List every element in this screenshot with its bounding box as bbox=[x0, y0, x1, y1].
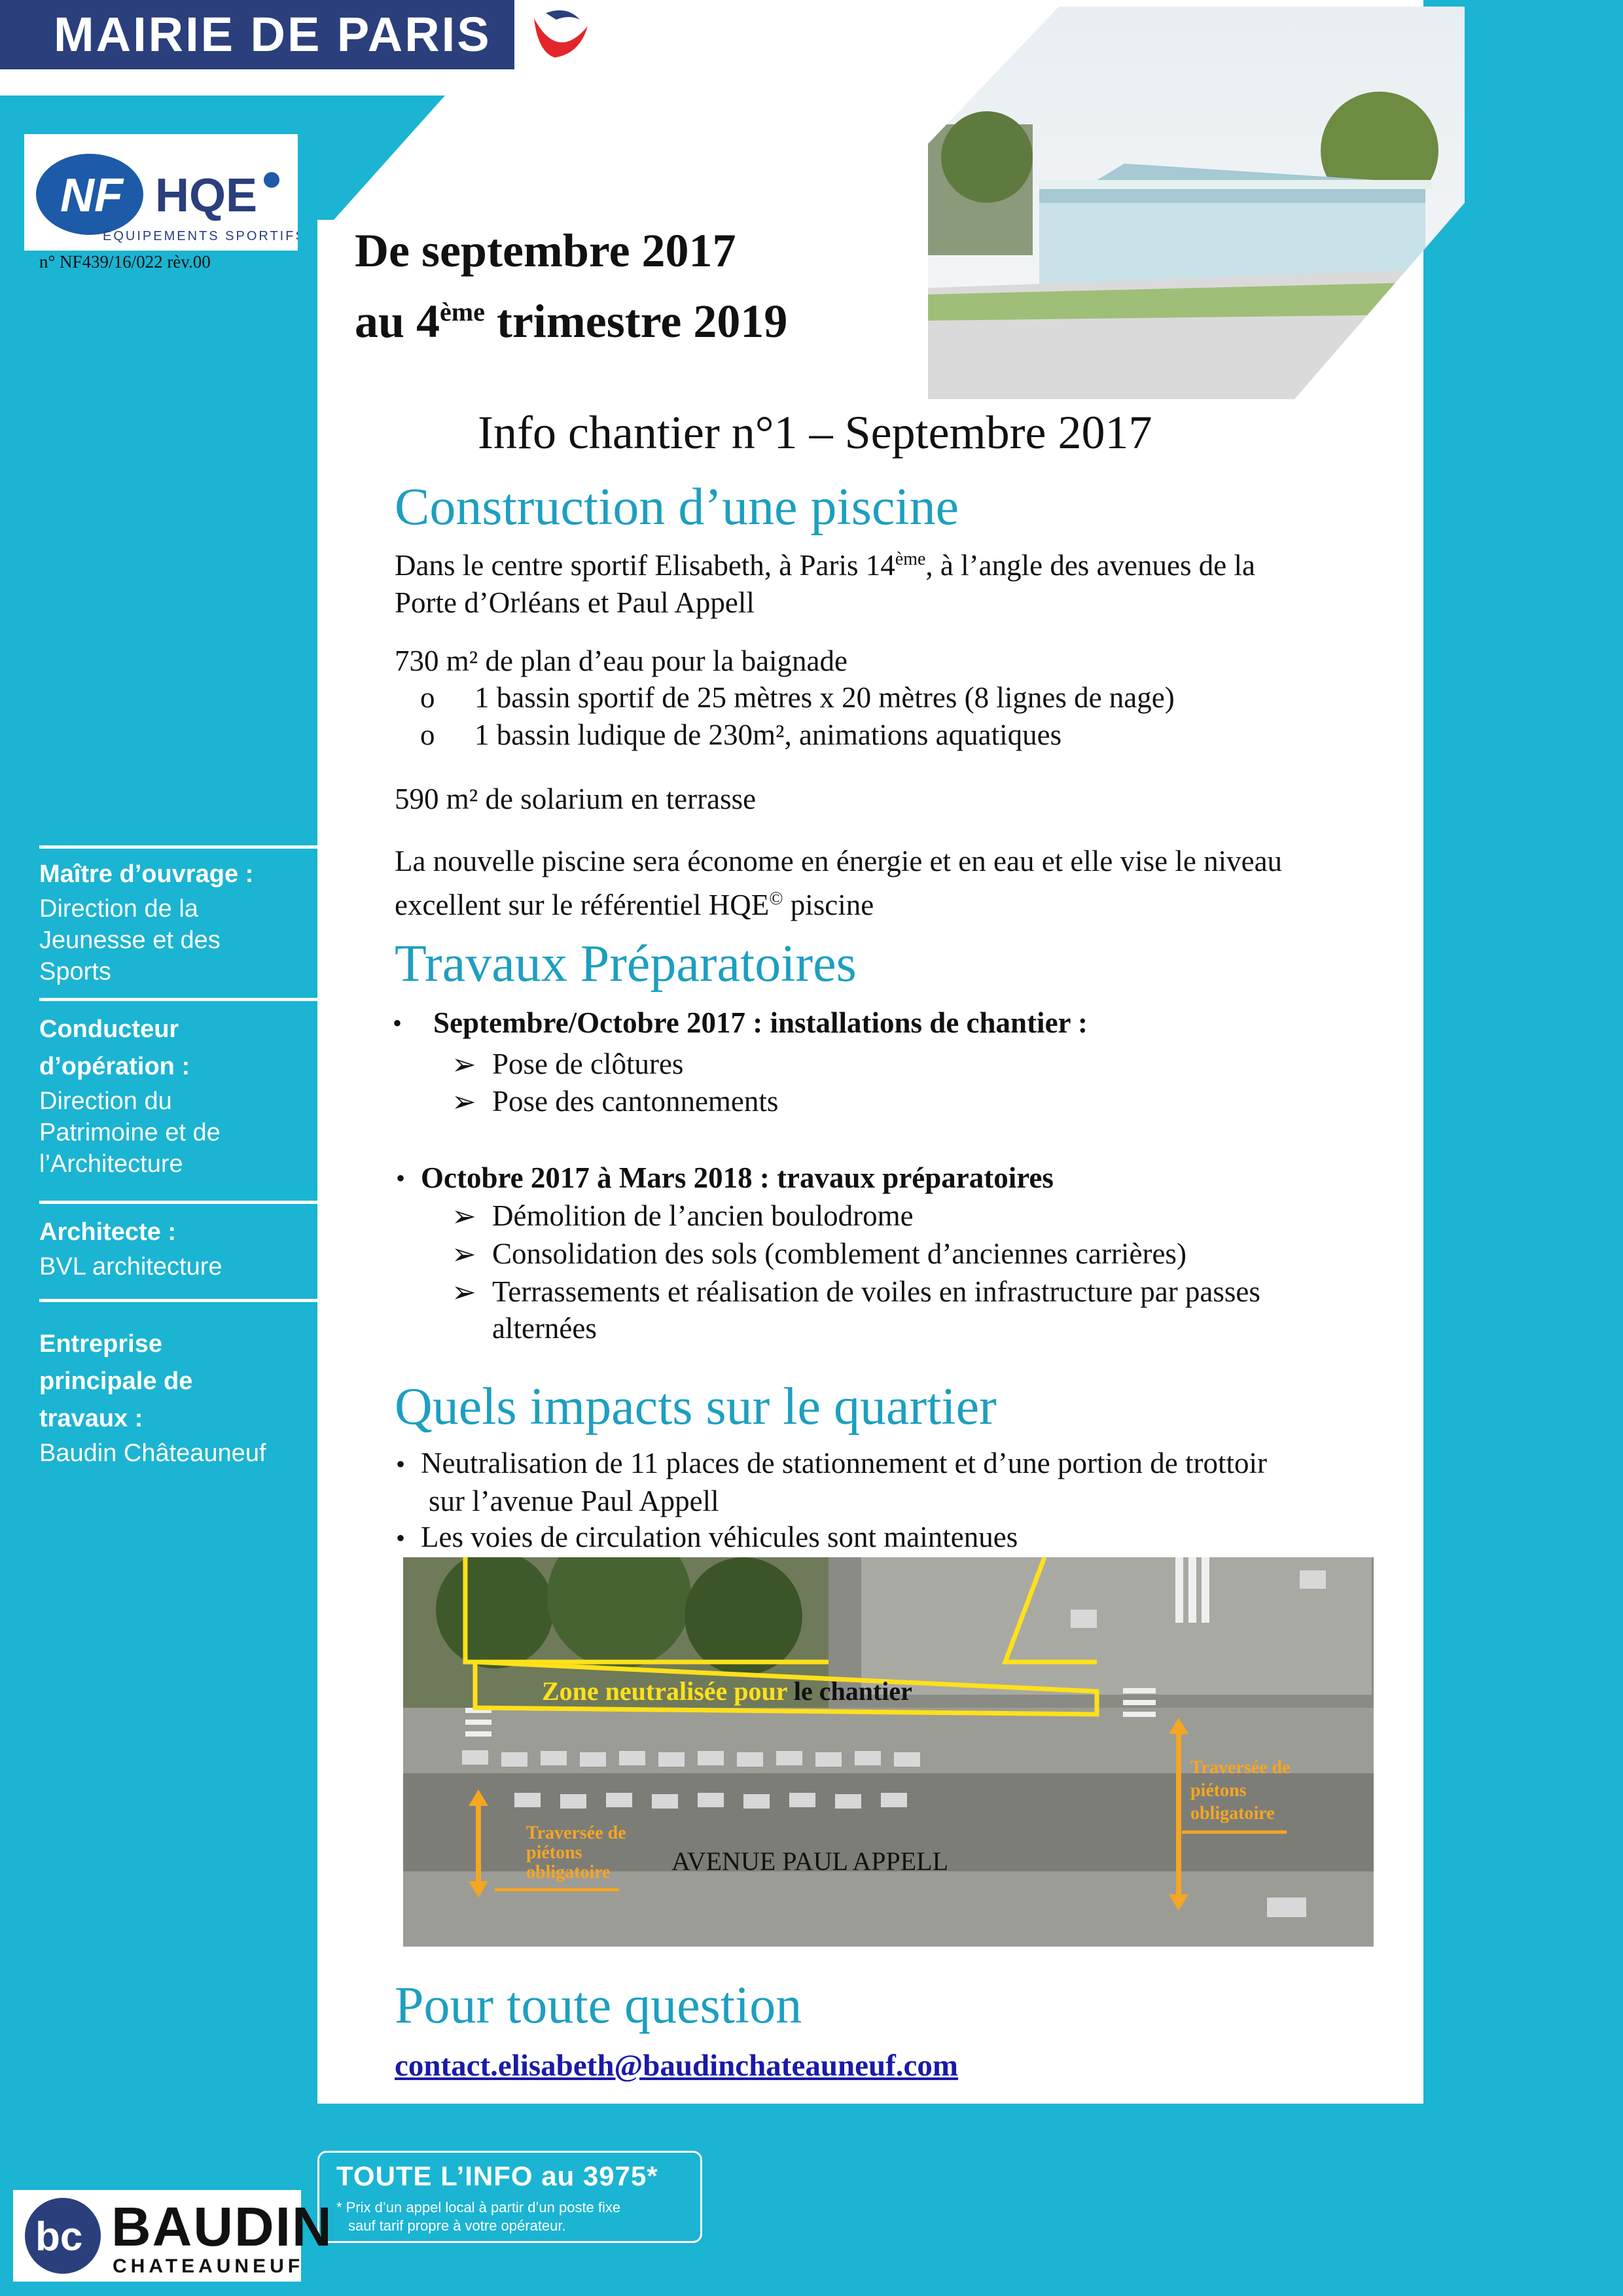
contact-email-link[interactable]: contact.elisabeth@baudinchateauneuf.com bbox=[395, 2049, 959, 2083]
info-3975-box bbox=[317, 2151, 702, 2243]
sidebar-divider bbox=[39, 1201, 317, 1204]
sidebar-divider bbox=[39, 998, 317, 1001]
phase-2-item-arrow: ➢ bbox=[452, 1200, 476, 1233]
contact-heading: Pour toute question bbox=[395, 1977, 802, 2034]
construction-location bbox=[395, 540, 1255, 622]
crossing-right-line: obligatoire bbox=[1190, 1803, 1275, 1824]
baudin-mark: bc bbox=[35, 2214, 83, 2259]
mairie-title: MAIRIE DE PARIS bbox=[54, 7, 491, 62]
phase-2-item: Terrassements et réalisation de voiles en infrastructure par passes bbox=[492, 1275, 1260, 1308]
maitre-title: Maître d’ouvrage : bbox=[39, 860, 254, 888]
info-chantier-title: Info chantier n°1 – Septembre 2017 bbox=[478, 406, 1152, 459]
travaux-heading: Travaux Préparatoires bbox=[395, 935, 857, 993]
basin-1: 1 bassin sportif de 25 mètres x 20 mètres (8 lignes de nage) bbox=[474, 681, 1175, 714]
phase-2-item-arrow: ➢ bbox=[452, 1276, 476, 1309]
nf-small-text: ÉQUIPEMENTS SPORTIFS bbox=[103, 229, 298, 243]
date-line-2: au 4ème trimestre 2019 bbox=[355, 295, 788, 347]
basin-1-marker: o bbox=[420, 681, 435, 714]
phase-2-item: alternées bbox=[492, 1312, 597, 1345]
crossing-right-line: Traversée de bbox=[1190, 1757, 1291, 1778]
crossing-right-line: piétons bbox=[1190, 1780, 1247, 1801]
date-line-1: De septembre 2017 bbox=[355, 224, 736, 277]
crossing-left-line: obligatoire bbox=[526, 1862, 611, 1882]
impact-1-bullet: • bbox=[396, 1449, 406, 1479]
eco-statement: La nouvelle piscine sera économe en énergie et en eau et elle vise le niveau excellent sur le référentiel HQE© piscine bbox=[395, 845, 1283, 921]
nf-hqe-logo bbox=[24, 134, 298, 251]
paris-logo bbox=[514, 0, 601, 69]
sidebar-architecte: Architecte : BVL architecture bbox=[39, 1218, 223, 1280]
water-area: 730 m² de plan d’eau pour la baignade bbox=[395, 645, 848, 677]
baudin-subname: CHATEAUNEUF bbox=[113, 2255, 304, 2277]
piscine-rendering-image bbox=[928, 7, 1465, 399]
info-phone-note: * Prix d’un appel local à partir d’un poste fixe sauf tarif propre à votre opérateur. bbox=[336, 2199, 621, 2234]
sidebar-divider bbox=[39, 845, 317, 849]
construction-heading: Construction d’une piscine bbox=[395, 478, 959, 536]
location-line-2: Porte d’Orléans et Paul Appell bbox=[395, 586, 755, 619]
phase-1-item-arrow: ➢ bbox=[452, 1086, 476, 1118]
crossing-left-line: Traversée de bbox=[526, 1823, 626, 1843]
impact-1-cont: sur l’avenue Paul Appell bbox=[429, 1485, 719, 1517]
basin-2: 1 bassin ludique de 230m², animations aquatiques bbox=[474, 718, 1062, 751]
phase-1-item: Pose de clôtures bbox=[492, 1048, 684, 1080]
zone-label: Zone neutralisée pour le chantier bbox=[542, 1676, 912, 1706]
phase-2-bullet: • bbox=[396, 1163, 406, 1193]
impact-2: Les voies de circulation véhicules sont maintenues bbox=[421, 1521, 1018, 1553]
phase-2-item: Démolition de l’ancien boulodrome bbox=[492, 1199, 914, 1232]
location-line-1: Dans le centre sportif Elisabeth, à Paris 14ème, à l’angle des avenues de la bbox=[395, 549, 1255, 582]
phase-1-item: Pose des cantonnements bbox=[492, 1085, 779, 1118]
phase-1-title: Septembre/Octobre 2017 : installations de chantier : bbox=[433, 1006, 1088, 1039]
impacts-heading: Quels impacts sur le quartier bbox=[395, 1378, 997, 1436]
nf-logo-text: NF bbox=[60, 169, 123, 222]
header-band bbox=[0, 69, 601, 96]
phase-2-item: Consolidation des sols (comblement d’anciennes carrières) bbox=[492, 1237, 1186, 1270]
site-map-aerial bbox=[403, 1557, 1374, 1947]
sidebar-entreprise: Entreprise principale de travaux : Baudin Châteauneuf bbox=[39, 1330, 266, 1467]
baudin-name: BAUDIN bbox=[111, 2196, 333, 2257]
impact-2-bullet: • bbox=[396, 1523, 406, 1553]
baudin-logo bbox=[13, 2190, 333, 2282]
phase-2-title: Octobre 2017 à Mars 2018 : travaux préparatoires bbox=[421, 1161, 1054, 1194]
certification-number: n° NF439/16/022 rèv.00 bbox=[39, 252, 211, 272]
project-dates bbox=[355, 220, 787, 352]
avenue-label: AVENUE PAUL APPELL bbox=[671, 1846, 949, 1876]
info-phone-line: TOUTE L’INFO au 3975* bbox=[336, 2161, 658, 2191]
solarium: 590 m² de solarium en terrasse bbox=[395, 783, 757, 815]
crossing-left-line: piétons bbox=[526, 1843, 582, 1863]
svg-text:HQE: HQE bbox=[155, 169, 258, 222]
basin-2-marker: o bbox=[420, 718, 435, 751]
impact-1: Neutralisation de 11 places de stationnement et d’une portion de trottoir bbox=[421, 1447, 1267, 1479]
phase-1-bullet: • bbox=[393, 1008, 402, 1038]
mairie-header bbox=[0, 0, 601, 69]
sidebar-maitre: Maître d’ouvrage : Direction de la Jeunesse et des Sports bbox=[39, 856, 317, 987]
sidebar-divider bbox=[39, 1299, 317, 1302]
phase-2-item-arrow: ➢ bbox=[452, 1238, 476, 1271]
phase-1-item-arrow: ➢ bbox=[452, 1048, 476, 1081]
sidebar-conducteur: Conducteur d’opération : Direction du Patrimoine et de l’Architecture bbox=[39, 1016, 221, 1178]
